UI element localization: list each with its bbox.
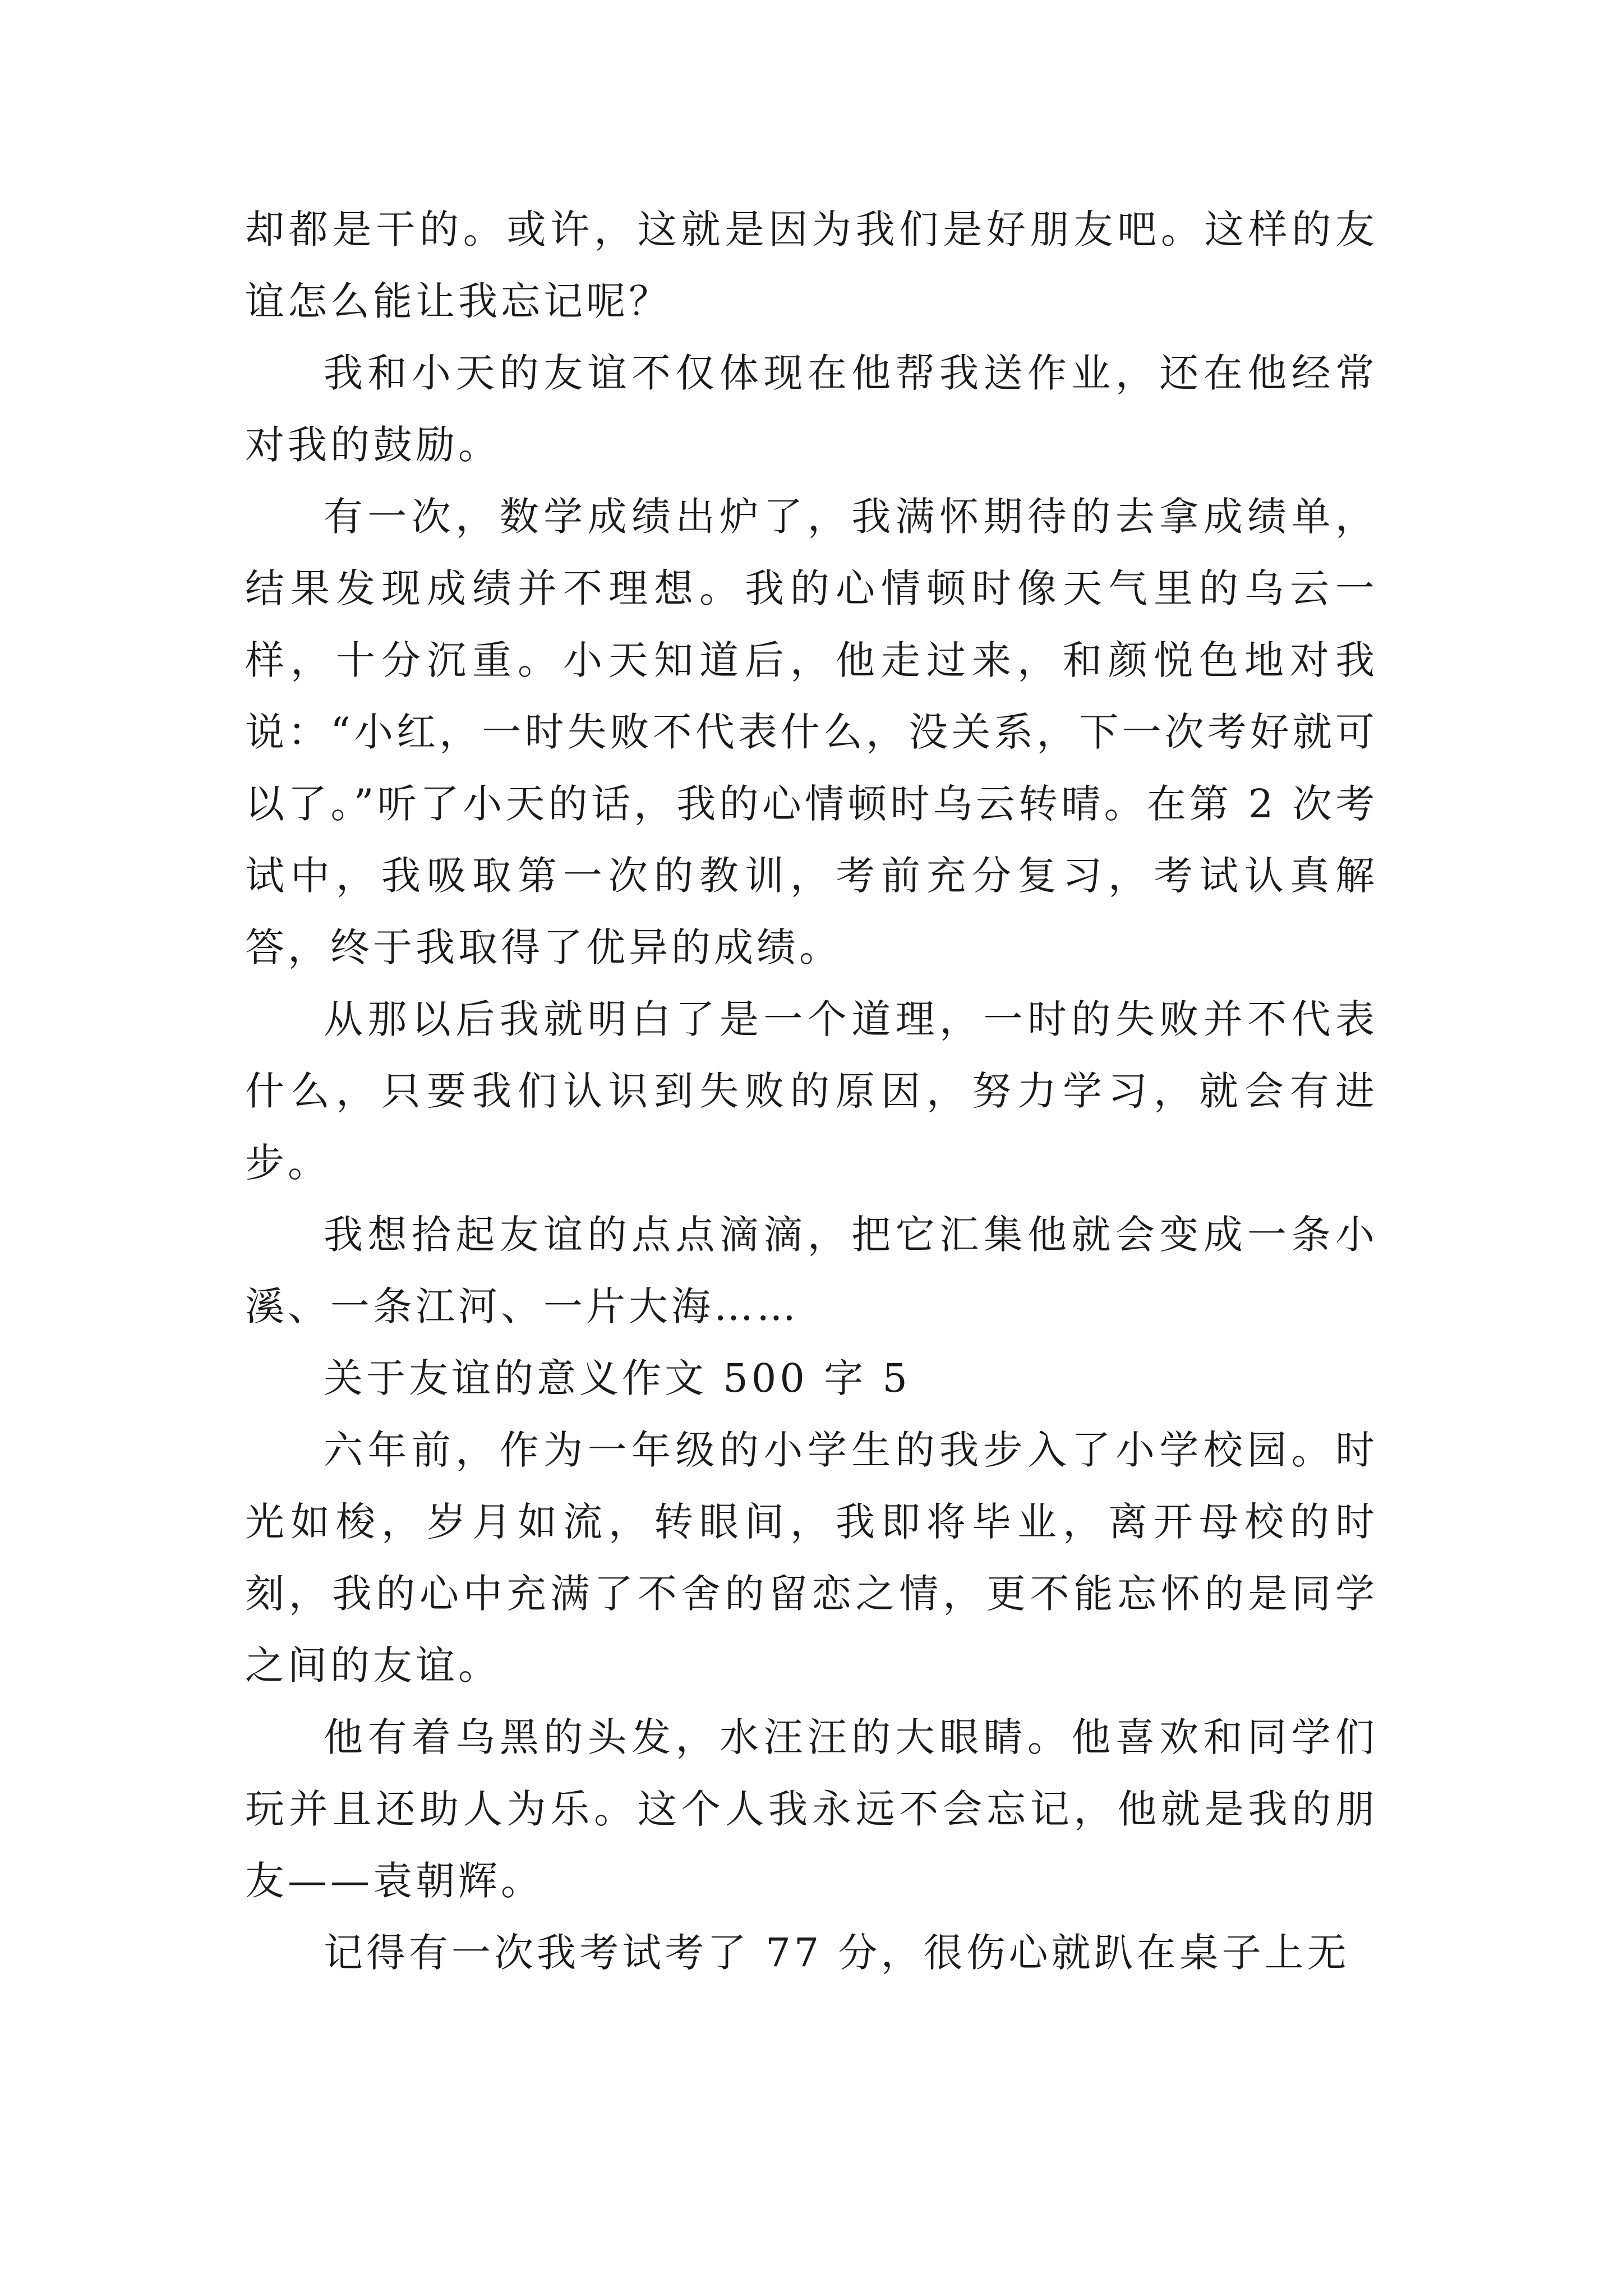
paragraph-8: 记得有一次我考试考了 77 分，很伤心就趴在桌子上无 — [324, 1930, 1350, 1976]
paragraph-4: 从那以后我就明白了是一个道理，一时的失败并不代表什么，只要我们认识到失败的原因，努力学习，就会有进步。 — [245, 996, 1378, 1186]
paragraph-7: 他有着乌黑的头发，水汪汪的大眼睛。他喜欢和同学们玩并且还助人为乐。这个人我永远不会忘记，他就是我的朋友——袁朝辉。 — [245, 1714, 1378, 1904]
paragraph-5: 我想拾起友谊的点点滴滴，把它汇集他就会变成一条小溪、一条江河、一片大海…… — [245, 1212, 1378, 1329]
document-body — [245, 194, 1378, 1989]
paragraph-1: 却都是干的。或许，这就是因为我们是好朋友吧。这样的友谊怎么能让我忘记呢？ — [245, 206, 1378, 324]
paragraph-6: 六年前，作为一年级的小学生的我步入了小学校园。时光如梭，岁月如流，转眼间，我即将毕业，离开母校的时刻，我的心中充满了不舍的留恋之情，更不能忘怀的是同学之间的友谊。 — [245, 1427, 1378, 1688]
paragraph-2: 我和小天的友谊不仅体现在他帮我送作业，还在他经常对我的鼓励。 — [245, 350, 1378, 468]
paragraph-3: 有一次，数学成绩出炉了，我满怀期待的去拿成绩单，结果发现成绩并不理想。我的心情顿时像天气里的乌云一样，十分沉重。小天知道后，他走过来，和颜悦色地对我说：“小红，一时失败不代表什么，没关系，下一次考好就可以了。”听了小天的话，我的心情顿时乌云转晴。在第 2 次考试中，我吸取第一次的教训，考前充分复习，考试认真解答，终于我取得了优异的成绩。 — [245, 494, 1378, 970]
section-heading: 关于友谊的意义作文 500 字 5 — [324, 1355, 911, 1401]
